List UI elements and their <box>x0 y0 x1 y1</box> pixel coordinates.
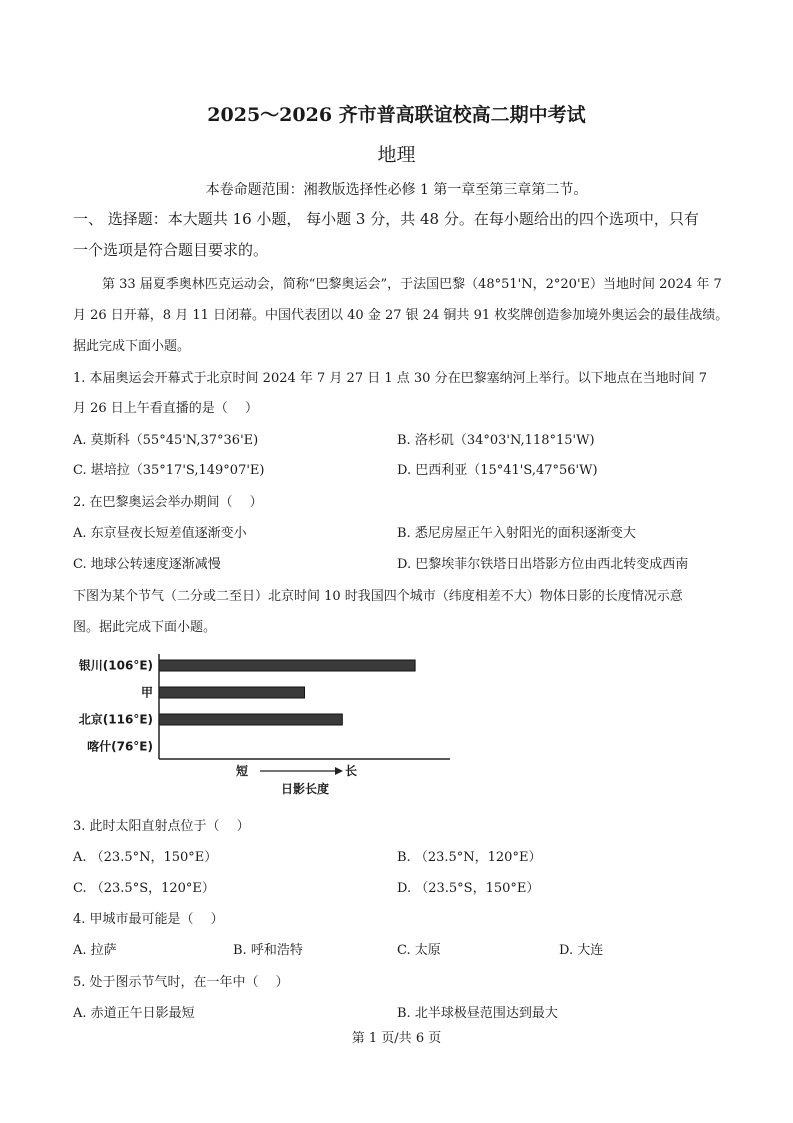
q3-option-b: B. （23.5°N，120°E） <box>397 850 542 865</box>
q4-stem: 4. 甲城市最可能是（ ） <box>73 912 224 927</box>
shadow-bar <box>159 687 305 698</box>
section-heading-line1: 一、 选择题：本大题共 16 小题， 每小题 3 分，共 48 分。在每小题给出的四个选项中，只有 <box>73 210 699 228</box>
x-axis-title: 日影长度 <box>280 782 330 796</box>
q4-option-b: B. 呼和浩特 <box>233 943 303 958</box>
passage2-line1: 下图为某个节气（二分或二至日）北京时间 10 时我国四个城市（纬度相差不大）物体日影的长度情况示意 <box>73 589 683 604</box>
q3-option-a: A. （23.5°N，150°E） <box>73 850 218 865</box>
passage1-line3: 据此完成下面小题。 <box>73 339 191 354</box>
q5-option-a: A. 赤道正午日影最短 <box>73 1006 195 1021</box>
scope-note: 本卷命题范围：湘教版选择性必修 1 第一章至第三章第二节。 <box>205 182 588 198</box>
passage2-line2: 图。据此完成下面小题。 <box>73 620 217 635</box>
exam-title: 2025～2026 齐市普高联谊校高二期中考试 <box>207 104 586 126</box>
q3-option-c: C. （23.5°S，120°E） <box>73 881 215 896</box>
q3-option-d: D. （23.5°S，150°E） <box>397 881 540 896</box>
axis-long-label: 长 <box>344 764 358 778</box>
page-footer: 第 1 页/共 6 页 <box>351 1031 442 1046</box>
q5-option-b: B. 北半球极昼范围达到最大 <box>397 1006 558 1021</box>
q1-stem-line1: 1. 本届奥运会开幕式于北京时间 2024 年 7 月 27 日 1 点 30 分在巴黎塞纳河上举行。以下地点在当地时间 7 <box>73 371 707 386</box>
q1-option-d: D. 巴西利亚（15°41'S,47°56'W) <box>397 463 598 478</box>
q2-option-a: A. 东京昼夜长短差值逐渐变小 <box>73 526 247 541</box>
category-label: 喀什(76°E) <box>87 739 153 754</box>
shadow-bar <box>159 660 415 671</box>
q1-stem-line2: 月 26 日上午看直播的是（ ） <box>73 401 258 416</box>
category-label: 北京(116°E) <box>78 712 153 727</box>
shadow-bar <box>159 714 342 725</box>
q2-option-b: B. 悉尼房屋正午入射阳光的面积逐渐变大 <box>397 526 636 541</box>
q1-option-c: C. 堪培拉（35°17'S,149°07'E) <box>73 463 265 478</box>
q4-option-a: A. 拉萨 <box>73 943 117 958</box>
q1-option-a: A. 莫斯科（55°45'N,37°36'E) <box>73 433 259 448</box>
q2-option-c: C. 地球公转速度逐渐减慢 <box>73 557 221 572</box>
q3-stem: 3. 此时太阳直射点位于（ ） <box>73 819 250 834</box>
category-label: 银川(106°E) <box>78 658 153 673</box>
shadow-length-chart <box>73 650 458 800</box>
q2-option-d: D. 巴黎埃菲尔铁塔日出塔影方位由西北转变成西南 <box>397 557 689 572</box>
q4-option-c: C. 太原 <box>397 943 441 958</box>
category-label: 甲 <box>140 685 153 700</box>
q1-option-b: B. 洛杉矶（34°03'N,118°15'W) <box>397 433 595 448</box>
axis-arrowhead <box>335 767 343 775</box>
passage1-line1: 第 33 届夏季奥林匹克运动会，简称“巴黎奥运会”，于法国巴黎（48°51'N，2°20'E）当地时间 2024 年 7 <box>102 277 722 292</box>
q5-stem: 5. 处于图示节气时，在一年中（ ） <box>73 975 289 990</box>
section-heading-line2: 一个选项是符合题目要求的。 <box>73 241 269 259</box>
q4-option-d: D. 大连 <box>559 943 604 958</box>
axis-short-label: 短 <box>235 764 249 778</box>
q2-stem: 2. 在巴黎奥运会举办期间（ ） <box>73 495 263 510</box>
passage1-line2: 月 26 日开幕，8 月 11 日闭幕。中国代表团以 40 金 27 银 24 铜共 91 枚奖牌创造参加境外奥运会的最佳战绩。 <box>73 308 729 323</box>
subject-title: 地理 <box>377 144 416 166</box>
